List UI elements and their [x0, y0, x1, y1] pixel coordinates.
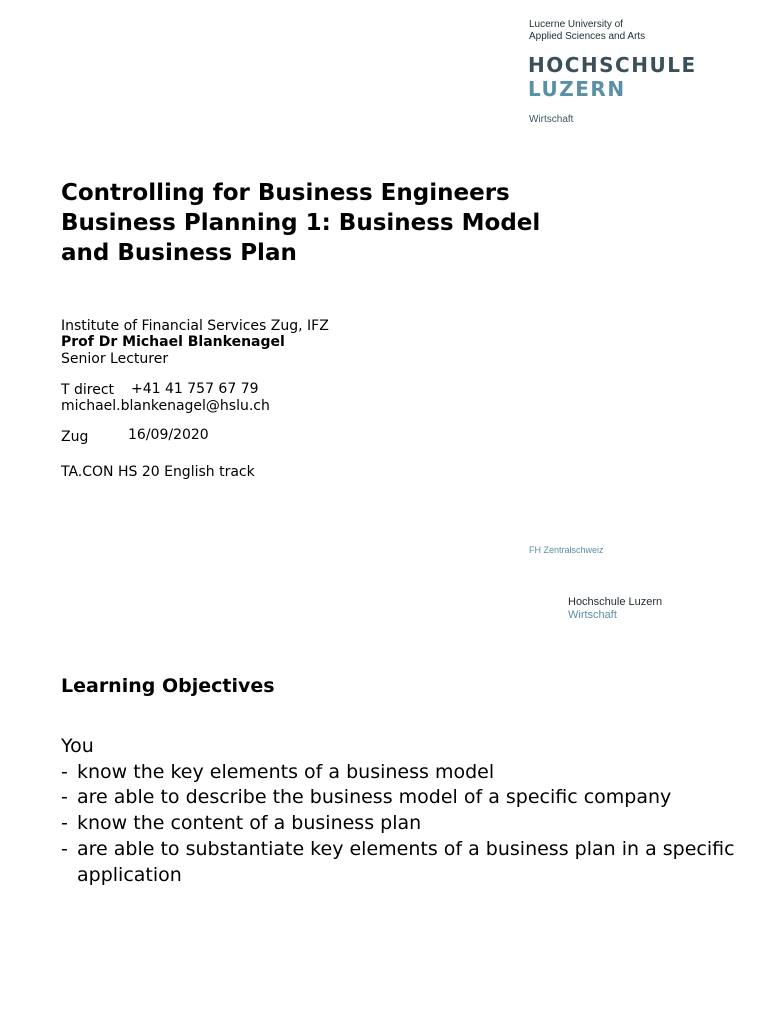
network-name: FH Zentralschweiz — [529, 545, 604, 555]
list-dash: - — [61, 786, 68, 809]
list-dash: - — [61, 812, 68, 835]
footer-dept: Wirtschaft — [568, 609, 617, 621]
email: michael.blankenagel@hslu.ch — [61, 398, 270, 414]
logo-department: Wirtschaft — [529, 114, 574, 125]
phone-label: T direct — [61, 382, 115, 398]
list-dash: - — [61, 837, 68, 860]
objectives-heading: Learning Objectives — [61, 675, 275, 697]
footer-org: Hochschule Luzern — [568, 596, 663, 608]
presenter-role: Senior Lecturer — [61, 351, 169, 367]
list-item-text: know the key elements of a business model — [77, 760, 495, 783]
objectives-intro: You — [61, 735, 94, 757]
phone-number: +41 41 757 67 79 — [131, 381, 259, 397]
logo-luzern: LUZERN — [528, 77, 626, 101]
date: 16/09/2020 — [128, 427, 209, 443]
list-item — [61, 811, 747, 837]
list-item — [61, 837, 747, 888]
place: Zug — [61, 429, 89, 445]
university-name-line2: Applied Sciences and Arts — [529, 31, 646, 42]
title-line2: Business Planning 1: Business Model — [61, 210, 541, 236]
list-item — [61, 760, 747, 786]
list-item-text: know the content of a business plan — [77, 812, 422, 835]
course: TA.CON HS 20 English track — [61, 464, 255, 480]
logo-hochschule: HOCHSCHULE — [528, 53, 697, 77]
institute: Institute of Financial Services Zug, IFZ — [61, 318, 329, 334]
title-line3: and Business Plan — [61, 240, 297, 266]
list-dash: - — [61, 760, 68, 783]
page-title — [61, 178, 540, 268]
university-name-line1: Lucerne University of — [529, 19, 623, 30]
list-item-text: are able to substantiate key elements of a business plan in a specific application — [77, 837, 735, 886]
list-item — [61, 785, 747, 811]
list-item-text: are able to describe the business model of a specific company — [77, 786, 672, 809]
presenter-name: Prof Dr Michael Blankenagel — [61, 334, 285, 350]
title-line1: Controlling for Business Engineers — [61, 180, 510, 206]
objectives-list — [61, 734, 747, 888]
